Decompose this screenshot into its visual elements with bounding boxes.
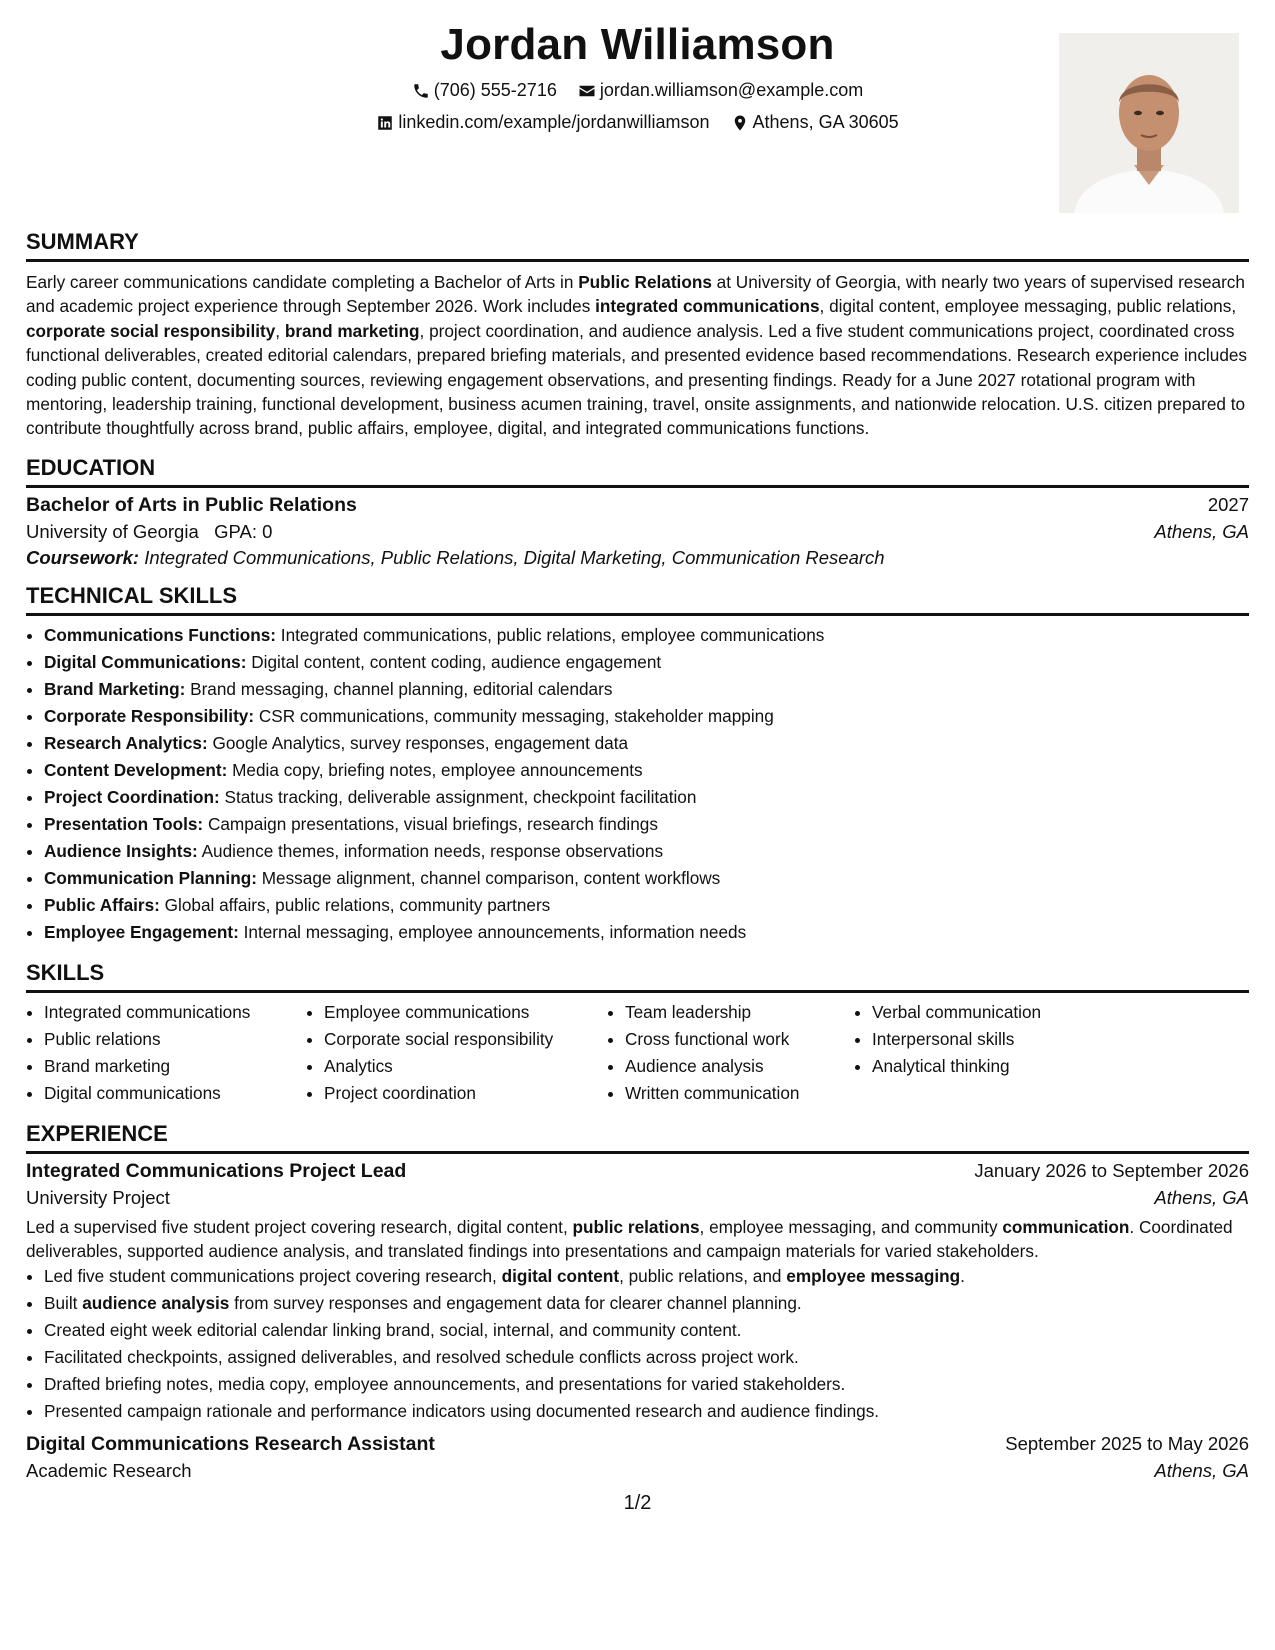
bold-text: integrated communications bbox=[595, 296, 820, 317]
technical-skills-section bbox=[26, 579, 1249, 946]
job-bullet bbox=[44, 1290, 1249, 1317]
job-bullet bbox=[44, 1344, 1249, 1371]
job-2-header bbox=[26, 1433, 1249, 1456]
job-location: Athens, GA bbox=[1154, 1186, 1249, 1208]
profile-photo-image bbox=[1059, 33, 1239, 213]
skills-section bbox=[26, 956, 1249, 1107]
text-segment: Created eight week editorial calendar linking brand, social, internal, and community content. bbox=[44, 1320, 742, 1341]
summary-text bbox=[26, 270, 1249, 441]
skill-values: Brand messaging, channel planning, editorial calendars bbox=[185, 678, 613, 699]
coursework-list: Integrated Communications, Public Relations, Digital Marketing, Communication Research bbox=[144, 546, 885, 568]
skills-grid bbox=[26, 999, 1249, 1107]
text-segment: Early career communications candidate completing a Bachelor of Arts in bbox=[26, 272, 579, 292]
education-section bbox=[26, 451, 1249, 569]
candidate-name: Jordan Williamson bbox=[440, 20, 835, 69]
skills-column bbox=[607, 999, 854, 1107]
summary-heading: SUMMARY bbox=[26, 225, 1249, 262]
job-bullet bbox=[44, 1398, 1249, 1425]
text-segment: , digital content, employee messaging, public relations, bbox=[819, 296, 1237, 317]
job-title: Digital Communications Research Assistant bbox=[26, 1433, 435, 1456]
bold-text: brand marketing bbox=[284, 320, 420, 341]
email-text[interactable]: jordan.williamson@example.com bbox=[599, 80, 864, 100]
location-text: Athens, GA 30605 bbox=[752, 112, 899, 132]
skill-values: CSR communications, community messaging, stakeholder mapping bbox=[254, 705, 774, 726]
job-1 bbox=[26, 1160, 1249, 1425]
text-segment: at University of Georgia, with nearly two years of supervised research and academic project experience through September 2026. Work includes bbox=[26, 272, 1245, 317]
technical-skill-item bbox=[44, 757, 1249, 784]
linkedin-text[interactable]: linkedin.com/example/jordanwilliamson bbox=[398, 112, 710, 132]
skill-values: Media copy, briefing notes, employee announcements bbox=[227, 759, 643, 780]
job-2 bbox=[26, 1433, 1249, 1482]
skill-item: • Brand marketing bbox=[44, 1053, 306, 1080]
experience-section bbox=[26, 1117, 1249, 1482]
skill-item: • Analytical thinking bbox=[872, 1053, 1092, 1080]
job-title: Integrated Communications Project Lead bbox=[26, 1159, 407, 1182]
map-pin-icon bbox=[731, 114, 749, 132]
experience-heading: EXPERIENCE bbox=[26, 1117, 1249, 1154]
job-location: Athens, GA bbox=[1154, 1460, 1249, 1482]
skill-category: Research Analytics: bbox=[44, 732, 208, 753]
gpa: GPA: 0 bbox=[214, 520, 273, 542]
skill-item: • Public relations bbox=[44, 1026, 306, 1053]
skill-category: Brand Marketing: bbox=[44, 678, 186, 699]
profile-photo bbox=[1059, 33, 1239, 213]
skills-column bbox=[854, 999, 1092, 1107]
bold-text: audience analysis bbox=[82, 1293, 230, 1314]
summary-section bbox=[26, 225, 1249, 441]
technical-skills-heading: TECHNICAL SKILLS bbox=[26, 579, 1249, 616]
job-bullet bbox=[44, 1317, 1249, 1344]
skill-values: Message alignment, channel comparison, content workflows bbox=[256, 867, 721, 888]
skill-category: Project Coordination: bbox=[44, 786, 220, 807]
envelope-icon bbox=[578, 82, 596, 100]
job-bullet bbox=[44, 1371, 1249, 1398]
technical-skill-item bbox=[44, 676, 1249, 703]
text-segment: , project coordination, and audience analysis. Led a five student communications project, coordinated cross functional deliverables, created editorial calendars, prepared briefing materials, and presented evidence based recommendations. Research experience includes coding public content, documenting sources, reviewing engagement observations, and presenting findings. Ready for a June 2027 rotational program with mentoring, leadership training, functional development, business acumen training, travel, onsite assignments, and nationwide relocation. U.S. citizen prepared to contribute thoughtfully across brand, public affairs, employee, digital, and integrated communications functions. bbox=[26, 320, 1248, 439]
bold-text: communication bbox=[1002, 1216, 1130, 1237]
job-organization: University Project bbox=[26, 1186, 170, 1208]
skill-values: Digital content, content coding, audience engagement bbox=[246, 651, 662, 672]
job-1-org-row bbox=[26, 1187, 1249, 1209]
skill-item: • Project coordination bbox=[324, 1080, 607, 1107]
bold-text: digital content bbox=[501, 1266, 620, 1287]
school-location: Athens, GA bbox=[1154, 520, 1249, 542]
skill-item: • Team leadership bbox=[625, 999, 854, 1026]
linkedin-contact[interactable] bbox=[376, 112, 709, 133]
technical-skill-item bbox=[44, 730, 1249, 757]
technical-skill-item bbox=[44, 865, 1249, 892]
skill-category: Communications Functions: bbox=[44, 624, 277, 645]
skill-values: Campaign presentations, visual briefings, research findings bbox=[203, 813, 658, 834]
job-dates: January 2026 to September 2026 bbox=[974, 1159, 1249, 1181]
skill-item: • Analytics bbox=[324, 1053, 607, 1080]
text-segment: , bbox=[275, 320, 285, 341]
school-info bbox=[26, 521, 272, 543]
bold-text: corporate social responsibility bbox=[26, 320, 276, 341]
technical-skill-item bbox=[44, 622, 1249, 649]
text-segment: from survey responses and engagement data for clearer channel planning. bbox=[229, 1293, 802, 1314]
technical-skills-list bbox=[26, 622, 1249, 946]
skill-values: Status tracking, deliverable assignment, checkpoint facilitation bbox=[219, 786, 697, 807]
skill-category: Public Affairs: bbox=[44, 894, 160, 915]
skills-column bbox=[26, 999, 306, 1107]
skill-item: • Cross functional work bbox=[625, 1026, 854, 1053]
job-bullets bbox=[26, 1263, 1249, 1425]
text-segment: Drafted briefing notes, media copy, employee announcements, and presentations for varied stakeholders. bbox=[44, 1374, 846, 1395]
skills-column bbox=[306, 999, 607, 1107]
job-bullet bbox=[44, 1263, 1249, 1290]
resume-header bbox=[26, 0, 1249, 225]
phone-icon bbox=[412, 82, 430, 100]
location-contact bbox=[731, 112, 899, 133]
skill-values: Global affairs, public relations, community partners bbox=[159, 894, 551, 915]
skill-item: • Interpersonal skills bbox=[872, 1026, 1092, 1053]
coursework bbox=[26, 547, 1249, 569]
job-organization: Academic Research bbox=[26, 1460, 192, 1482]
skill-category: Content Development: bbox=[44, 759, 228, 780]
skill-item: • Employee communications bbox=[324, 999, 607, 1026]
text-segment: Led five student communications project covering research, bbox=[44, 1266, 502, 1287]
email-contact[interactable] bbox=[578, 80, 863, 101]
phone-text: (706) 555-2716 bbox=[433, 80, 557, 100]
job-dates: September 2025 to May 2026 bbox=[1005, 1433, 1249, 1455]
technical-skill-item bbox=[44, 838, 1249, 865]
job-description bbox=[26, 1215, 1249, 1263]
skill-item: • Verbal communication bbox=[872, 999, 1092, 1026]
text-segment: Led a supervised five student project covering research, digital content, bbox=[26, 1216, 573, 1237]
technical-skill-item bbox=[44, 649, 1249, 676]
text-segment: , public relations, and bbox=[619, 1266, 787, 1287]
skill-item: • Corporate social responsibility bbox=[324, 1026, 607, 1053]
text-segment: . Coordinated deliverables, supported audience analysis, and translated findings into presentations and campaign materials for varied stakeholders. bbox=[26, 1216, 1233, 1262]
text-segment: , employee messaging, and community bbox=[699, 1216, 1003, 1237]
bold-text: Public Relations bbox=[578, 272, 712, 292]
skill-category: Corporate Responsibility: bbox=[44, 705, 255, 726]
technical-skill-item bbox=[44, 811, 1249, 838]
bold-text: public relations bbox=[572, 1216, 700, 1237]
school-name: University of Georgia bbox=[26, 520, 199, 542]
text-segment: Built bbox=[44, 1293, 83, 1314]
coursework-label: Coursework: bbox=[26, 546, 140, 568]
graduation-year: 2027 bbox=[1207, 493, 1249, 515]
text-segment: . bbox=[960, 1266, 965, 1287]
page-number: 1/2 bbox=[623, 1492, 652, 1514]
education-row-2 bbox=[26, 521, 1249, 543]
skill-item: • Integrated communications bbox=[44, 999, 306, 1026]
skills-heading: SKILLS bbox=[26, 956, 1249, 993]
skill-category: Employee Engagement: bbox=[44, 921, 239, 942]
technical-skill-item bbox=[44, 784, 1249, 811]
skill-item: • Digital communications bbox=[44, 1080, 306, 1107]
text-segment: Presented campaign rationale and performance indicators using documented research and audience findings. bbox=[44, 1401, 880, 1422]
phone-contact bbox=[412, 80, 557, 101]
skill-category: Digital Communications: bbox=[44, 651, 247, 672]
skill-values: Integrated communications, public relations, employee communications bbox=[276, 624, 825, 645]
technical-skill-item bbox=[44, 919, 1249, 946]
skill-values: Audience themes, information needs, response observations bbox=[197, 840, 664, 861]
degree-title: Bachelor of Arts in Public Relations bbox=[26, 493, 357, 516]
text-segment: Facilitated checkpoints, assigned deliverables, and resolved schedule conflicts across project work. bbox=[44, 1347, 799, 1368]
skill-values: Google Analytics, survey responses, engagement data bbox=[207, 732, 629, 753]
technical-skill-item bbox=[44, 892, 1249, 919]
linkedin-icon bbox=[376, 114, 394, 132]
bold-text: employee messaging bbox=[786, 1266, 961, 1287]
education-row-1 bbox=[26, 494, 1249, 517]
skill-category: Audience Insights: bbox=[44, 840, 198, 861]
skill-item: • Audience analysis bbox=[625, 1053, 854, 1080]
skill-category: Communication Planning: bbox=[44, 867, 257, 888]
job-1-header bbox=[26, 1160, 1249, 1183]
skill-item: • Written communication bbox=[625, 1080, 854, 1107]
education-heading: EDUCATION bbox=[26, 451, 1249, 488]
skill-category: Presentation Tools: bbox=[44, 813, 204, 834]
technical-skill-item bbox=[44, 703, 1249, 730]
job-2-org-row bbox=[26, 1460, 1249, 1482]
skill-values: Internal messaging, employee announcements, information needs bbox=[238, 921, 747, 942]
